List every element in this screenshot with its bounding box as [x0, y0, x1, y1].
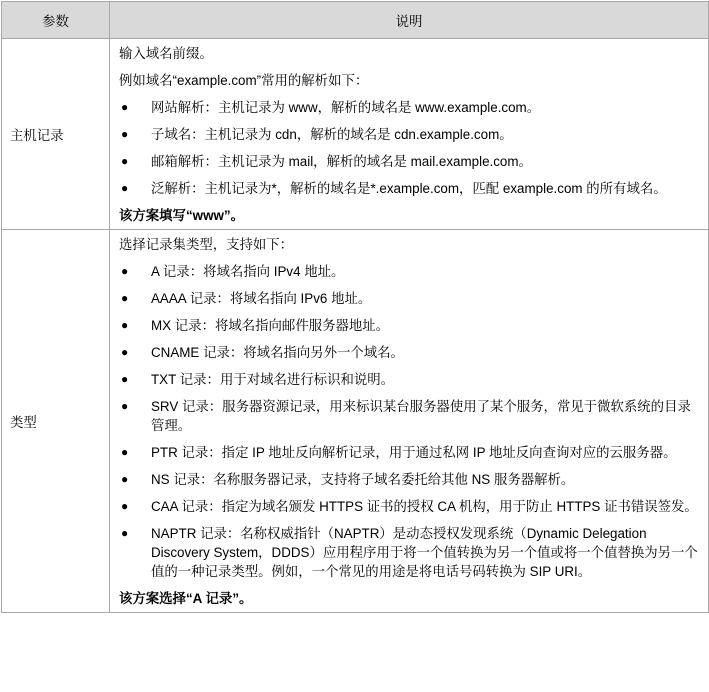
list-item-text: 泛解析：主机记录为*，解析的域名是*.example.com，匹配 example.com 的所有域名。 [151, 181, 667, 196]
bullet-icon: ● [121, 127, 129, 141]
parameter-table [1, 1, 709, 613]
list-item [119, 179, 698, 198]
table-header-row [2, 2, 709, 39]
list-item-text: 网站解析：主机记录为 www，解析的域名是 www.example.com。 [151, 100, 541, 115]
list-item-text: MX 记录：将域名指向邮件服务器地址。 [151, 318, 390, 333]
bullet-icon: ● [121, 291, 129, 305]
param-label-host-record: 主机记录 [2, 39, 110, 230]
bullet-icon: ● [121, 472, 129, 486]
bullet-icon: ● [121, 526, 129, 540]
list-item [119, 98, 698, 117]
list-item [119, 316, 698, 335]
param-label-type: 类型 [2, 230, 110, 613]
description-text: 选择记录集类型，支持如下： [119, 237, 294, 252]
description-text: 输入域名前缀。 [119, 46, 213, 61]
conclusion-text: 该方案选择“A 记录”。 [119, 591, 253, 606]
list-item-text: AAAA 记录：将域名指向 IPv6 地址。 [151, 291, 372, 306]
list-item [119, 125, 698, 144]
list-item-text: CNAME 记录：将域名指向另外一个域名。 [151, 345, 404, 360]
list-item-text: SRV 记录：服务器资源记录，用来标识某台服务器使用了某个服务，常见于微软系统的目录管理。 [151, 399, 691, 433]
list-item-text: PTR 记录：指定 IP 地址反向解析记录，用于通过私网 IP 地址反向查询对应的云服务器。 [151, 445, 677, 460]
list-item-text: NS 记录：名称服务器记录，支持将子域名委托给其他 NS 服务器解析。 [151, 472, 575, 487]
bullet-icon: ● [121, 318, 129, 332]
table-row-type [2, 230, 709, 613]
header-description: 说明 [110, 2, 709, 39]
list-item [119, 524, 698, 581]
param-description-host-record [110, 39, 709, 230]
bullet-icon: ● [121, 399, 129, 413]
table-row-host-record [2, 39, 709, 230]
bullet-icon: ● [121, 154, 129, 168]
bullet-icon: ● [121, 100, 129, 114]
list-item-text: 子域名：主机记录为 cdn，解析的域名是 cdn.example.com。 [151, 127, 513, 142]
list-item [119, 497, 698, 516]
list-item-text: CAA 记录：指定为域名颁发 HTTPS 证书的授权 CA 机构，用于防止 HTTPS 证书错误签发。 [151, 499, 698, 514]
list-item-text: NAPTR 记录：名称权威指针（NAPTR）是动态授权发现系统（Dynamic Delegation Discovery System，DDDS）应用程序用于将一个值转换为另一个值或将一个值替换为另一个值的一种记录类型。例如，一个常见的用途是将电话号码转换为 SIP URI。 [151, 526, 698, 579]
bullet-icon: ● [121, 372, 129, 386]
list-item [119, 470, 698, 489]
bullet-icon: ● [121, 345, 129, 359]
param-description-type [110, 230, 709, 613]
list-item [119, 262, 698, 281]
description-text: 例如域名“example.com”常用的解析如下： [119, 73, 369, 88]
list-item [119, 343, 698, 362]
list-item-text: 邮箱解析：主机记录为 mail，解析的域名是 mail.example.com。 [151, 154, 532, 169]
list-item [119, 443, 698, 462]
list-item [119, 289, 698, 308]
bullet-list [119, 262, 698, 581]
bullet-icon: ● [121, 445, 129, 459]
list-item-text: TXT 记录：用于对域名进行标识和说明。 [151, 372, 395, 387]
bullet-list [119, 98, 698, 198]
bullet-icon: ● [121, 181, 129, 195]
bullet-icon: ● [121, 264, 129, 278]
list-item-text: A 记录：将域名指向 IPv4 地址。 [151, 264, 345, 279]
conclusion-text: 该方案填写“www”。 [119, 208, 244, 223]
header-parameter: 参数 [2, 2, 110, 39]
bullet-icon: ● [121, 499, 129, 513]
list-item [119, 152, 698, 171]
list-item [119, 397, 698, 435]
list-item [119, 370, 698, 389]
